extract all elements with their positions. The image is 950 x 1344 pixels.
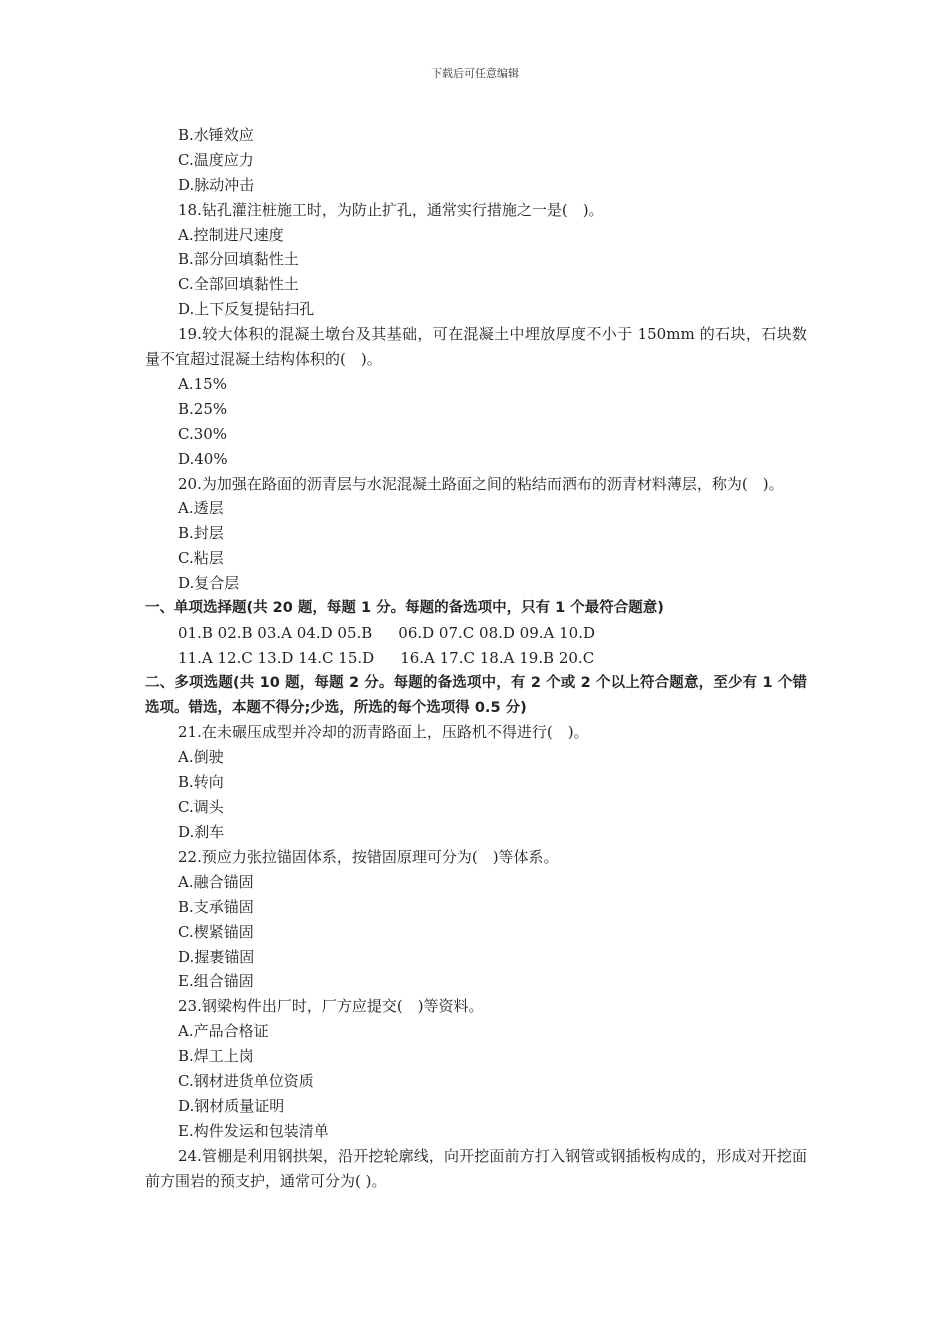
option-23a: A.产品合格证 — [178, 1022, 269, 1041]
page-header: 下载后可任意编辑 — [431, 67, 519, 80]
answer-key-11-20-right: 16.A 17.C 18.A 19.B 20.C — [400, 648, 595, 667]
option-21a: A.倒驶 — [178, 748, 224, 767]
option-18a: A.控制进尺速度 — [178, 225, 284, 244]
question-18: 18.钻孔灌注桩施工时，为防止扩孔，通常实行措施之一是( )。 — [178, 200, 604, 219]
option-22e: E.组合锚固 — [178, 972, 254, 991]
answer-key-row-2 — [145, 646, 807, 671]
option-17b: B.水锤效应 — [178, 126, 254, 144]
option-18c: C.全部回填黏性土 — [178, 275, 299, 294]
option-23b: B.焊工上岗 — [178, 1047, 254, 1066]
question-24: 24.管棚是利用钢拱架，沿开挖轮廓线，向开挖面前方打入钢管或钢插板构成的，形成对开挖面前方围岩的预支护，通常可分为( )。 — [145, 1146, 807, 1190]
option-18d: D.上下反复提钻扫孔 — [178, 300, 315, 319]
option-17d: D.脉动冲击 — [178, 175, 255, 194]
option-22d: D.握裹锚固 — [178, 947, 255, 966]
option-22b: B.支承锚固 — [178, 897, 254, 916]
option-19a: A.15% — [178, 374, 227, 393]
question-22: 22.预应力张拉锚固体系，按错固原理可分为( )等体系。 — [178, 847, 559, 866]
option-19d: D.40% — [178, 449, 228, 468]
option-18b: B.部分回填黏性土 — [178, 250, 299, 269]
section-1-title: 一、单项选择题(共 20 题，每题 1 分。每题的备选项中，只有 1 个最符合题意) — [145, 599, 664, 616]
answer-key-row-1 — [145, 621, 807, 646]
option-23c: C.钢材进货单位资质 — [178, 1072, 314, 1090]
option-23e: E.构件发运和包装清单 — [178, 1121, 329, 1140]
answer-key-11-20-left: 11.A 12.C 13.D 14.C 15.D — [178, 648, 375, 667]
answer-key-1-10-right: 06.D 07.C 08.D 09.A 10.D — [398, 623, 596, 642]
answer-key-1-10-left: 01.B 02.B 03.A 04.D 05.B — [178, 623, 373, 642]
option-23d: D.钢材质量证明 — [178, 1096, 285, 1115]
option-17c: C.温度应力 — [178, 150, 254, 169]
document-body — [145, 123, 807, 1193]
option-22a: A.融合锚固 — [178, 872, 254, 891]
option-20c: C.粘层 — [178, 549, 224, 568]
option-21b: B.转向 — [178, 773, 224, 792]
option-21d: D.刹车 — [178, 823, 225, 842]
question-19: 19.较大体积的混凝土墩台及其基础，可在混凝土中埋放厚度不小于 150mm 的石块，石块数量不宜超过混凝土结构体积的( )。 — [145, 325, 807, 369]
option-20a: A.透层 — [178, 499, 224, 518]
option-20b: B.封层 — [178, 524, 224, 543]
question-21: 21.在未碾压成型并冷却的沥青路面上，压路机不得进行( )。 — [178, 723, 589, 742]
option-19c: C.30% — [178, 424, 228, 443]
option-21c: C.调头 — [178, 798, 224, 817]
option-20d: D.复合层 — [178, 574, 240, 593]
section-2-title: 二、多项选题(共 10 题，每题 2 分。每题的备选项中，有 2 个或 2 个以上符合题意，至少有 1 个错选项。错选，本题不得分;少选，所选的每个选项得 0.5 分) — [145, 674, 807, 716]
option-22c: C.楔紧锚固 — [178, 922, 254, 941]
question-20: 20.为加强在路面的沥青层与水泥混凝土路面之间的粘结而洒布的沥青材料薄层，称为( )。 — [178, 474, 784, 493]
option-19b: B.25% — [178, 399, 228, 418]
question-23: 23.钢梁构件出厂时，厂方应提交( )等资料。 — [178, 997, 484, 1016]
